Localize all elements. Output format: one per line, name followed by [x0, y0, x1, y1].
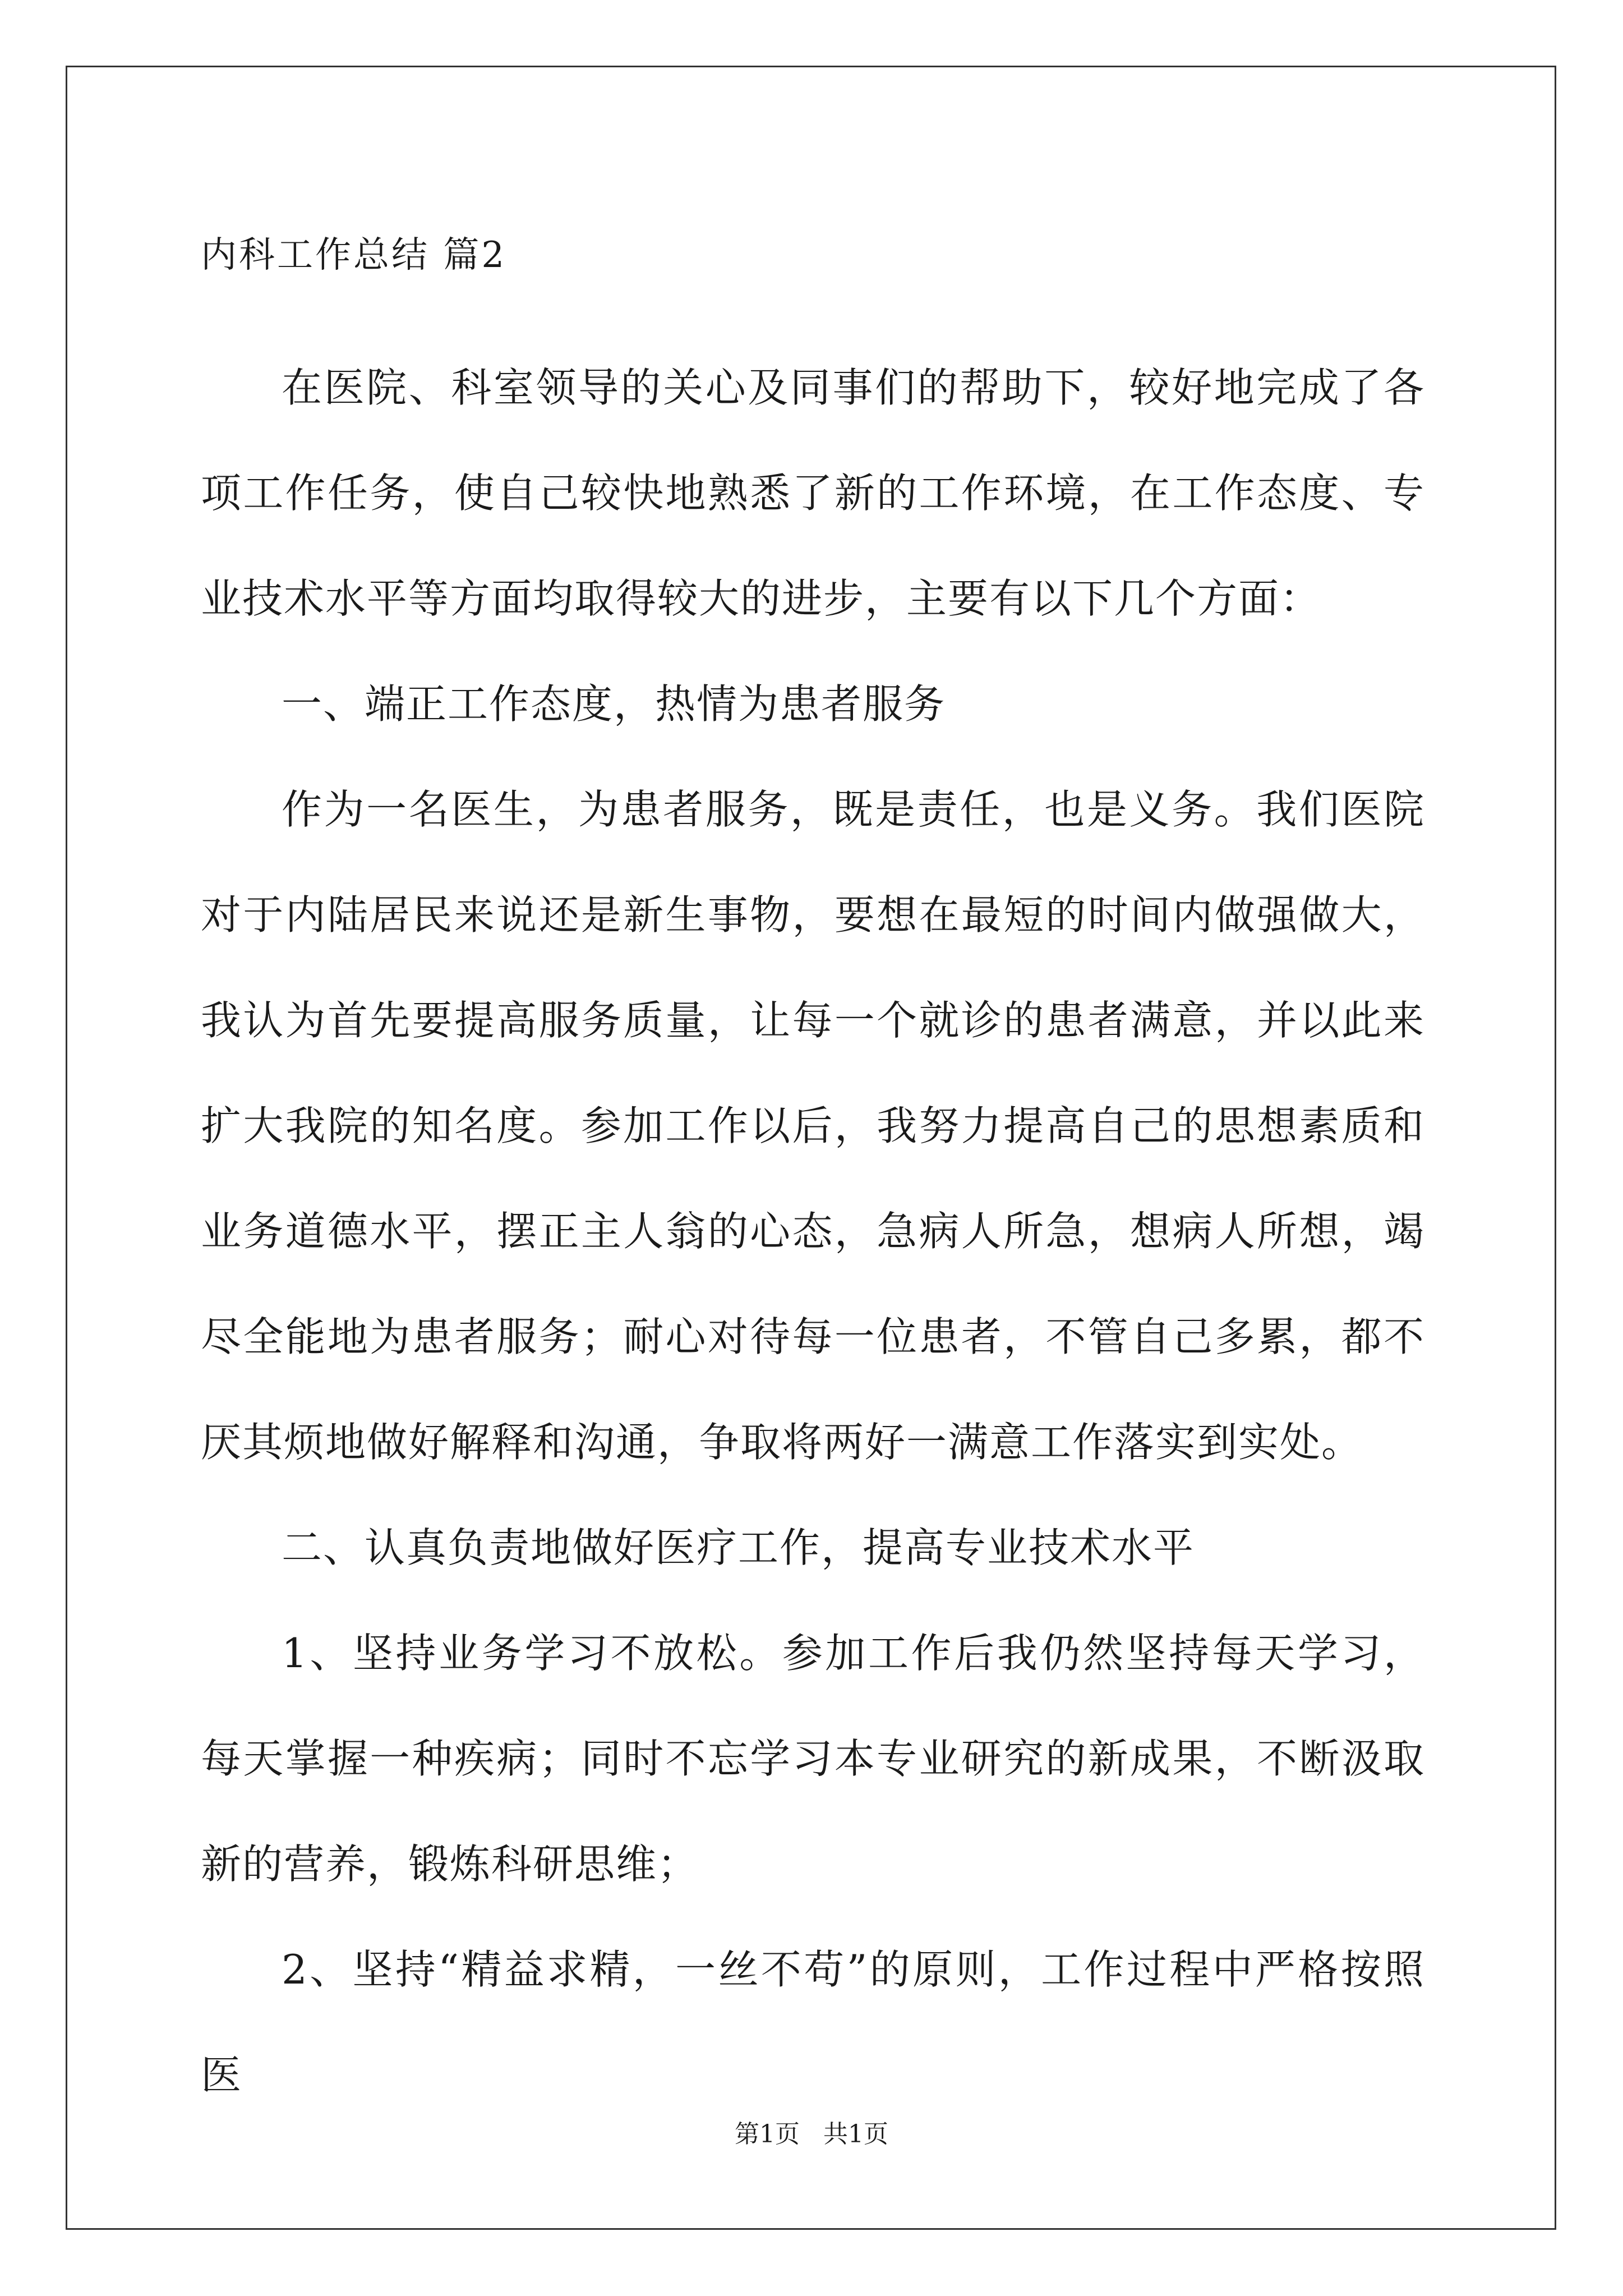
paragraph-item-1: 1、坚持业务学习不放松。参加工作后我仍然坚持每天学习，每天掌握一种疾病；同时不忘学习本专业研究的新成果，不断汲取新的营养，锻炼科研思维； — [201, 1630, 1425, 1888]
title-spacer — [201, 289, 1425, 335]
paragraph-intro: 在医院、科室领导的关心及同事们的帮助下，较好地完成了各项工作任务，使自己较快地熟悉了新的工作环境，在工作态度、专业技术水平等方面均取得较大的进步，主要有以下几个方面： — [201, 364, 1425, 622]
document-body — [201, 222, 1425, 2128]
section-heading-1: 一、端正工作态度，热情为患者服务 — [282, 680, 946, 728]
page-number-footer: 第1页 共1页 — [735, 2120, 888, 2148]
section-heading-2: 二、认真负责地做好医疗工作，提高专业技术水平 — [282, 1524, 1195, 1571]
paragraph-service: 作为一名医生，为患者服务，既是责任，也是义务。我们医院对于内陆居民来说还是新生事物，要想在最短的时间内做强做大，我认为首先要提高服务质量，让每一个就诊的患者满意，并以此来扩大我院的知名度。参加工作以后，我努力提高自己的思想素质和业务道德水平，摆正主人翁的心态，急病人所急，想病人所想，竭尽全能地为患者服务；耐心对待每一位患者，不管自己多累，都不厌其烦地做好解释和沟通，争取将两好一满意工作落实到实处。 — [201, 786, 1425, 1466]
paragraph-item-2: 2、坚持“精益求精，一丝不苟”的原则，工作过程中严格按照医 — [201, 1946, 1425, 2099]
document-title: 内科工作总结 篇2 — [201, 234, 507, 276]
